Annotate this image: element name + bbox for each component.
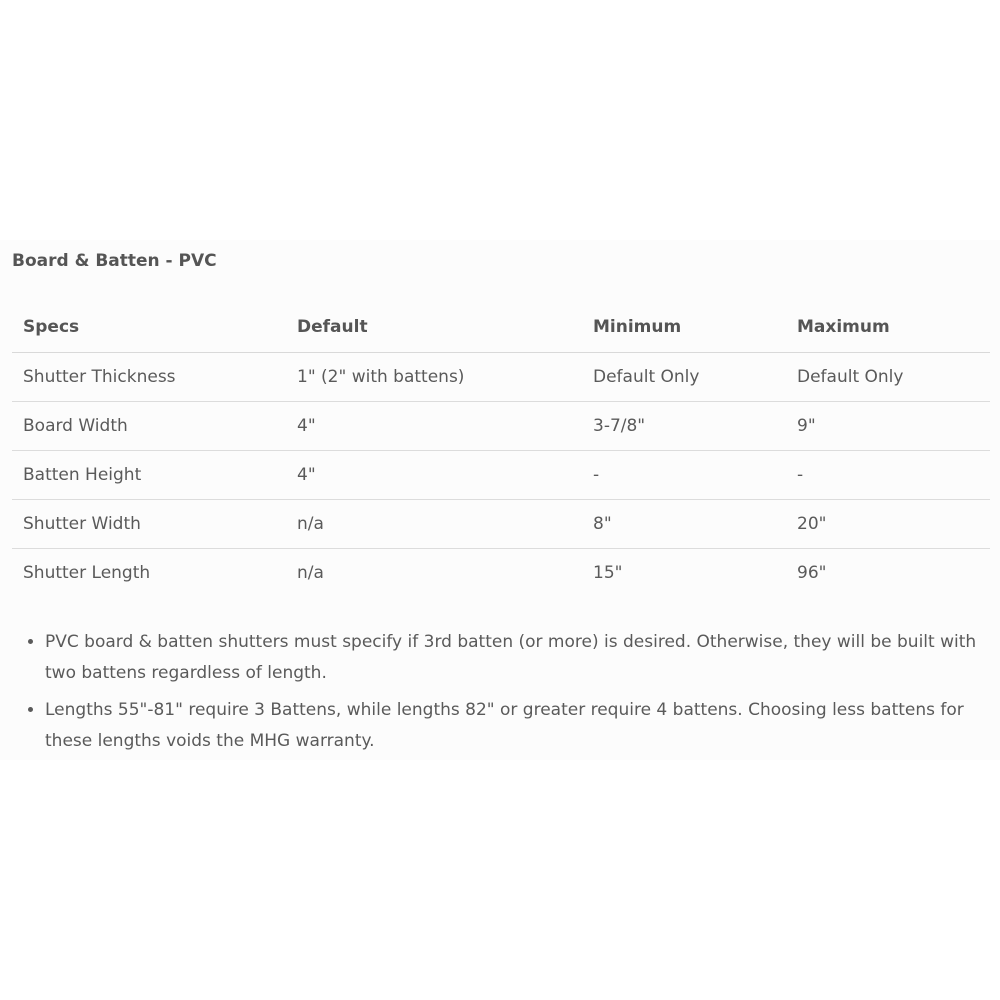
table-row [12,499,990,548]
header-maximum: Maximum [786,303,990,352]
cell-maximum: 96" [797,562,827,583]
cell-minimum: 8" [582,499,786,548]
cell-spec: Board Width [12,401,286,450]
header-minimum: Minimum [582,303,786,352]
cell-maximum: 9" [786,401,990,450]
header-specs: Specs [12,303,286,352]
cell-default: 4" [286,450,582,499]
specs-table [12,303,990,597]
cell-spec: Shutter Length [23,562,151,583]
cell-minimum: 3-7/8" [582,401,786,450]
section-title: Board & Batten - PVC [12,251,217,271]
list-item: • Lengths 55"-81" require 3 Battens, while lengths 82" or greater require 4 battens. Choosing less battens for these lengths voids the MHG warranty. [45,695,1000,757]
table-header-row [12,303,990,352]
cell-spec: Shutter Width [12,499,286,548]
cell-minimum: 15" [593,562,623,583]
notes-list [0,627,1000,763]
cell-spec: Shutter Thickness [12,352,286,401]
cell-default: n/a [286,499,582,548]
table-row [12,352,990,401]
cell-maximum: - [786,450,990,499]
cell-default: 4" [286,401,582,450]
table-row [12,450,990,499]
table-row [12,548,990,597]
cell-default: 1" (2" with battens) [286,352,582,401]
cell-minimum: Default Only [582,352,786,401]
list-item: • PVC board & batten shutters must specify if 3rd batten (or more) is desired. Otherwise, they will be built with two battens regardless of length. [45,627,1000,689]
cell-maximum: Default Only [786,352,990,401]
cell-default: n/a [297,562,324,583]
header-default: Default [286,303,582,352]
table-row [12,401,990,450]
cell-maximum: 20" [786,499,990,548]
cell-minimum: - [582,450,786,499]
cell-spec: Batten Height [12,450,286,499]
